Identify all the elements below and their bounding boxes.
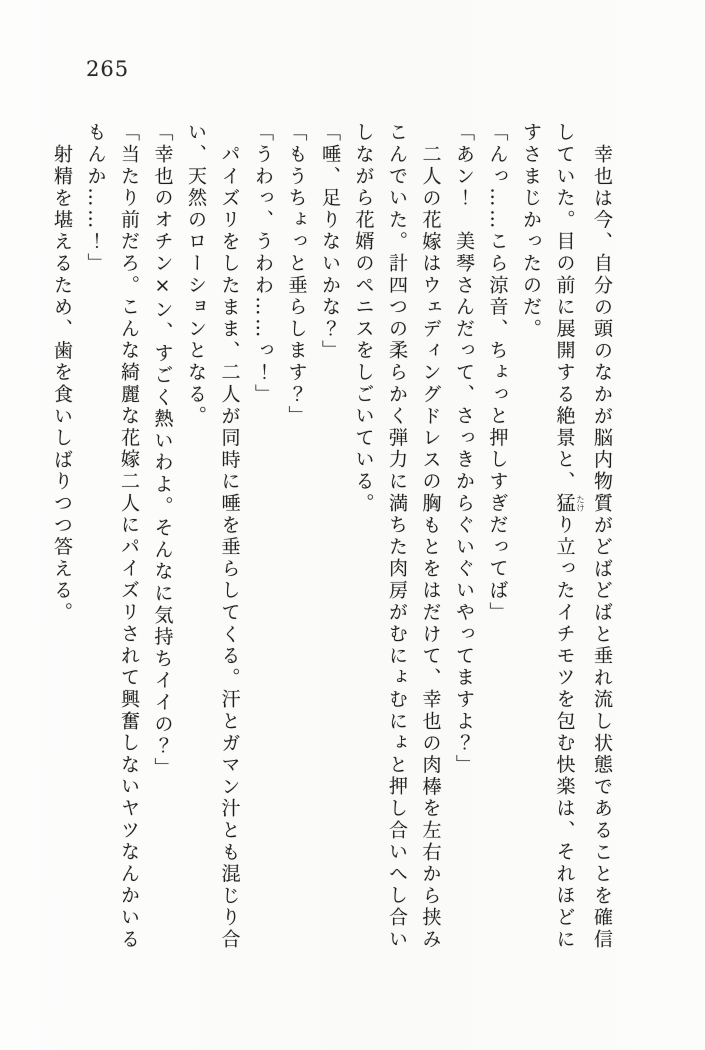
- text-line: 二人の花嫁はウェディングドレスの胸もとをはだけて、幸也の肉棒を左右から挟み: [419, 143, 442, 951]
- text-line: 「唾、足りないかな？」: [319, 122, 341, 362]
- text-line: 「幸也のオチン×ン、すごく熱いわよ。そんなに気持ちイイの？」: [151, 122, 174, 779]
- text-line: していた。目の前に展開する絶景と、猛 たけり立ったイチモツを包む快楽は、それほどに: [553, 122, 585, 951]
- text-line: 「もうちょっと垂らします？」: [285, 122, 308, 428]
- text-line: 「あン！ 美琴さんだって、さっきからぐいぐいやってますよ？」: [453, 122, 475, 776]
- text-line: 射精を堪えるため、歯を食いしばりつつ答える。: [51, 143, 73, 624]
- text-line: もんか……！」: [84, 122, 107, 275]
- text-block: [45, 122, 619, 956]
- text-line: 「んっ……こら涼音、ちょっと押しすぎだってば」: [486, 122, 509, 624]
- text-line: い、天然のローションとなる。: [185, 122, 207, 428]
- text-line: 幸也は今、自分の頭のなかが脳内物質がどばどばと垂れ流し状態であることを確信: [591, 143, 613, 951]
- text-line: すさまじかったのだ。: [520, 122, 542, 340]
- text-line: パイズリをしたまま、二人が同時に唾を垂らしてくる。汗とガマン汁とも混じり合: [218, 143, 241, 951]
- text-line: しながら花婿のペニスをしごいている。: [352, 122, 375, 515]
- page-number: 265: [86, 57, 130, 81]
- furigana-ruby: 猛 たけ: [553, 492, 585, 515]
- text-line: 「当たり前だろ。こんな綺麗な花嫁二人にパイズリされて興奮しないヤツなんかいる: [118, 122, 140, 951]
- text-line: 「うわっ、うわわ……っ！」: [252, 122, 274, 406]
- text-line: こんでいた。計四つの柔らかく弾力に満ちた肉房がむにょむにょと押し合いへし合い: [386, 122, 408, 951]
